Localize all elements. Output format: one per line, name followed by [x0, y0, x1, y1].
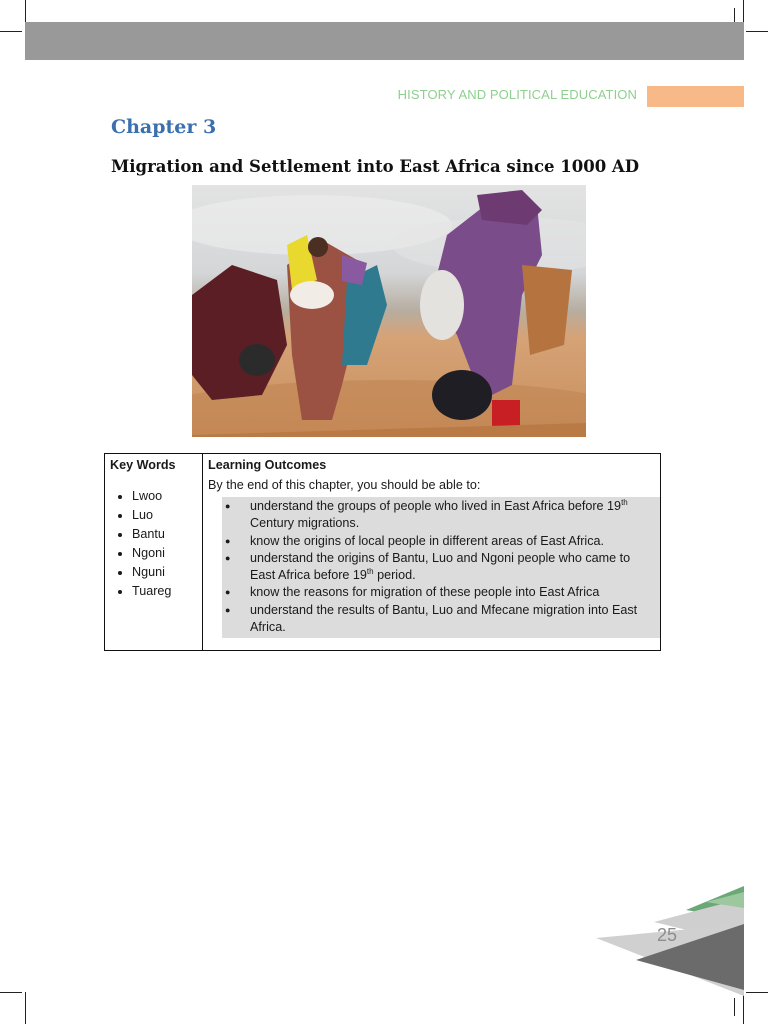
subject-title: HISTORY AND POLITICAL EDUCATION	[397, 87, 637, 102]
outcomes-list	[222, 498, 656, 636]
outcomes-intro: By the end of this chapter, you should be able to:	[208, 477, 481, 492]
key-words-cell	[105, 454, 203, 651]
outcome-item: ● understand the groups of people who lived in East Africa before 19th Century migrations.	[222, 498, 656, 533]
key-word-item: • Bantu	[132, 525, 197, 544]
key-word-item: • Nguni	[132, 563, 197, 582]
key-word-item: • Tuareg	[132, 582, 197, 601]
learning-outcomes-cell	[203, 454, 661, 651]
crop-mark	[746, 31, 768, 32]
outcome-item: ● know the origins of local people in different areas of East Africa.	[222, 533, 656, 550]
key-word-item: • Luo	[132, 506, 197, 525]
outcome-item: ● understand the results of Bantu, Luo and Mfecane migration into East Africa.	[222, 602, 656, 637]
outcome-item: ● know the reasons for migration of these people into East Africa	[222, 584, 656, 601]
outcome-item: ● understand the origins of Bantu, Luo and Ngoni people who came to East Africa before 19th period.	[222, 550, 656, 585]
header-band	[25, 22, 744, 60]
page-number: 25	[657, 925, 678, 945]
key-word-item: • Ngoni	[132, 544, 197, 563]
learning-outcomes-header: Learning Outcomes	[208, 458, 327, 472]
key-words-header: Key Words	[110, 458, 176, 472]
chapter-photo	[192, 185, 586, 437]
crop-mark	[743, 992, 744, 1024]
crop-mark	[25, 992, 26, 1024]
chapter-label: Chapter 3	[111, 116, 217, 138]
subject-tab	[647, 86, 744, 107]
crop-mark	[0, 31, 22, 32]
chapter-title: Migration and Settlement into East Africa since 1000 AD	[111, 157, 640, 176]
key-words-list	[110, 487, 197, 601]
outcomes-box	[222, 497, 660, 638]
crop-mark	[734, 998, 735, 1016]
chapter-overview-table	[104, 453, 661, 651]
crop-mark	[0, 992, 22, 993]
key-word-item: • Lwoo	[132, 487, 197, 506]
crop-mark	[746, 992, 768, 993]
